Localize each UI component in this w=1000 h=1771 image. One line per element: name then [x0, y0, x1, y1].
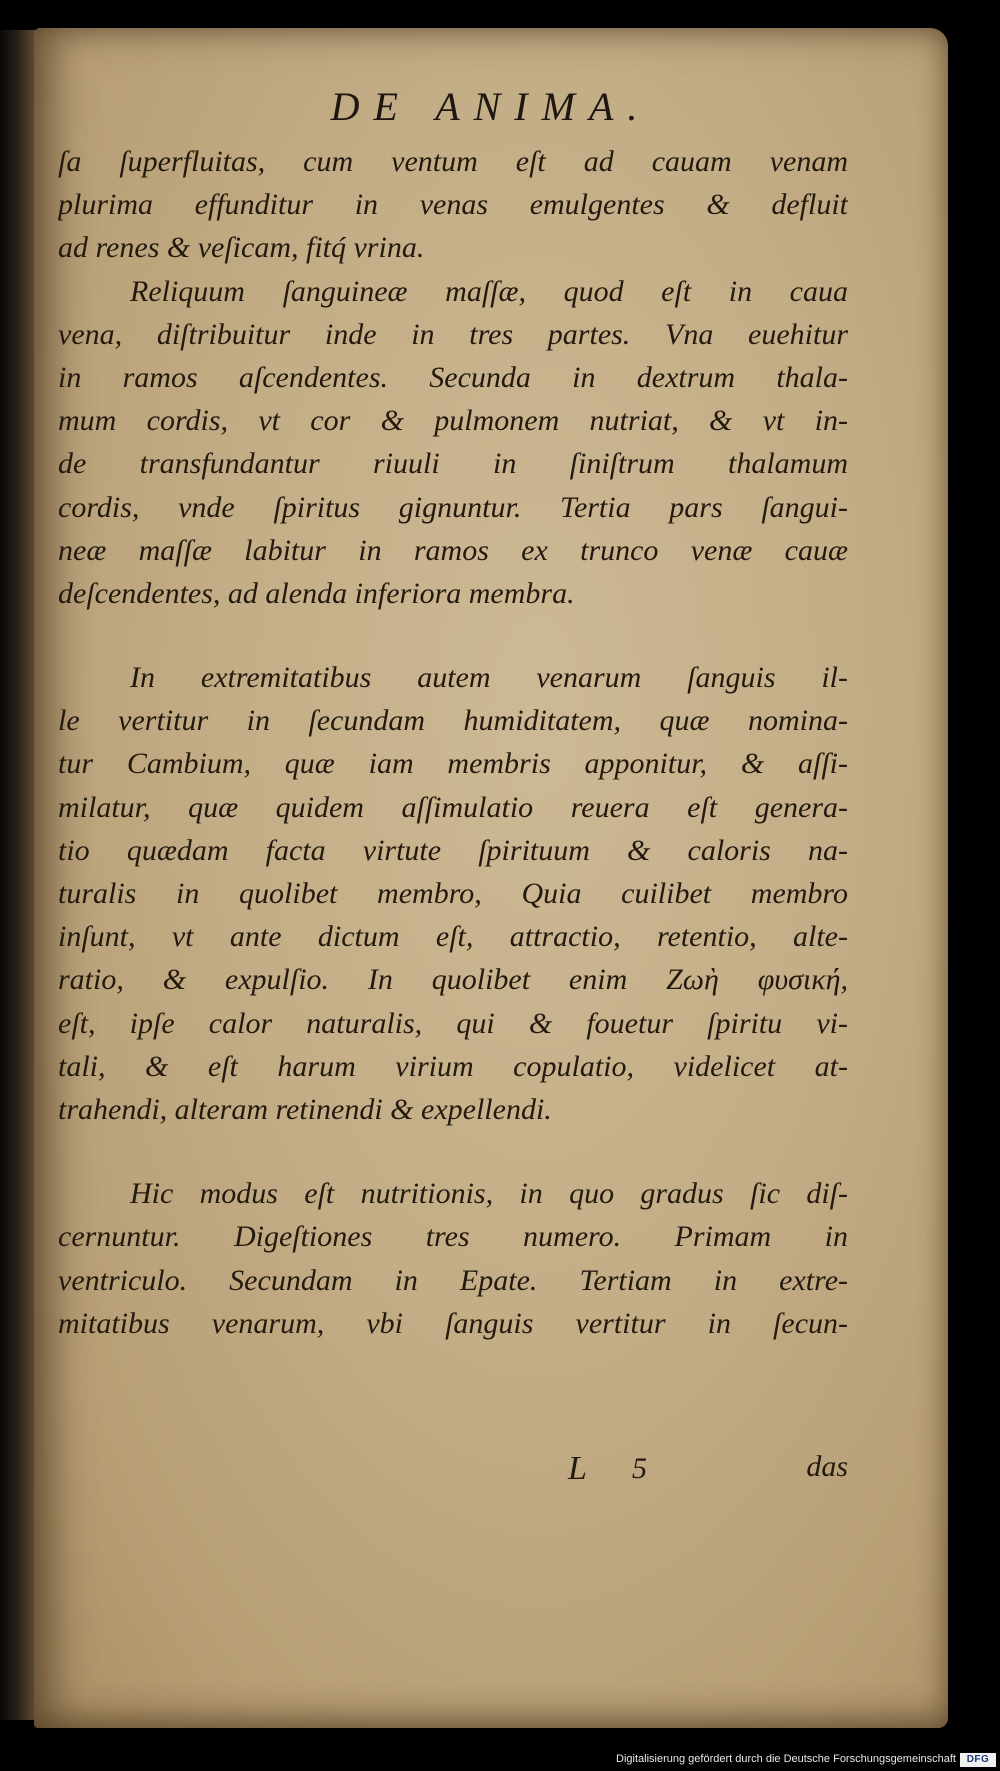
text-line: mitatibus venarum, vbi ſanguis vertitur in ſecun-: [58, 1306, 848, 1340]
text-line: In extremitatibus autem venarum ſanguis il-: [130, 661, 848, 695]
signature-number: 5: [632, 1452, 647, 1485]
text-line: neæ maſſæ labitur in ramos ex trunco venæ cauæ: [58, 533, 848, 567]
text-line: plurima effunditur in venas emulgentes & defluit: [58, 188, 848, 222]
text-line: ad renes & veſicam, fitq́ vrina.: [58, 231, 425, 265]
running-title: DE ANIMA.: [330, 84, 652, 129]
digitization-credit-bar: [0, 1750, 1000, 1771]
text-line: cordis, vnde ſpiritus gignuntur. Tertia pars ſangui-: [58, 490, 848, 524]
text-line: cernuntur. Digeſtiones tres numero. Primam in: [58, 1220, 848, 1254]
dfg-logo-icon: DFG: [960, 1753, 996, 1767]
paragraph-gap: [58, 615, 848, 656]
paragraph: [58, 270, 848, 616]
catchword: das: [806, 1450, 848, 1483]
text-line: tur Cambium, quæ iam membris apponitur, & aſſi-: [58, 747, 848, 781]
text-line: tio quædam facta virtute ſpirituum & caloris na-: [58, 833, 848, 867]
page-footer: [58, 1450, 848, 1494]
text-line: de transfundantur riuuli in ſiniſtrum thalamum: [58, 447, 848, 481]
paragraph-gap: [58, 1131, 848, 1172]
text-line: ſa ſuperfluitas, cum ventum eſt ad cauam venam: [58, 145, 848, 178]
paragraph: [58, 656, 848, 1131]
text-line: deſcendentes, ad alenda inferiora membra.: [58, 576, 575, 610]
text-line: ratio, & expulſio. In quolibet enim Ζωὴ φυσική,: [58, 963, 848, 997]
text-line: eſt, ipſe calor naturalis, qui & fouetur ſpiritu vi-: [58, 1006, 848, 1040]
text-line: in ramos aſcendentes. Secunda in dextrum thala-: [58, 360, 848, 394]
text-line: vena, diſtribuitur inde in tres partes. Vna euehitur: [58, 317, 848, 351]
book-page: [34, 28, 948, 1728]
text-line: milatur, quæ quidem aſſimulatio reuera eſt genera-: [58, 790, 848, 824]
text-line: tali, & eſt harum virium copulatio, videlicet at-: [58, 1049, 848, 1083]
text-line: inſunt, vt ante dictum eſt, attractio, retentio, alte-: [58, 920, 848, 954]
text-line: ventriculo. Secundam in Epate. Tertiam in extre-: [58, 1263, 848, 1297]
text-line: mum cordis, vt cor & pulmonem nutriat, & vt in-: [58, 404, 848, 438]
text-line: trahendi, alteram retinendi & expellendi.: [58, 1092, 552, 1126]
text-line: Reliquum ſanguineæ maſſæ, quod eſt in caua: [130, 274, 848, 308]
paragraph: [58, 140, 848, 270]
text-line: Hic modus eſt nutritionis, in quo gradus ſic diſ-: [130, 1177, 848, 1211]
paragraph: [58, 1172, 848, 1345]
signature-mark: L: [568, 1450, 587, 1487]
text-line: le vertitur in ſecundam humiditatem, quæ nomina-: [58, 704, 848, 738]
text-line: turalis in quolibet membro, Quia cuilibet membro: [58, 877, 848, 910]
credit-text: Digitalisierung gefördert durch die Deutsche Forschungsgemeinschaft: [616, 1753, 956, 1765]
page-text: [58, 140, 848, 1345]
